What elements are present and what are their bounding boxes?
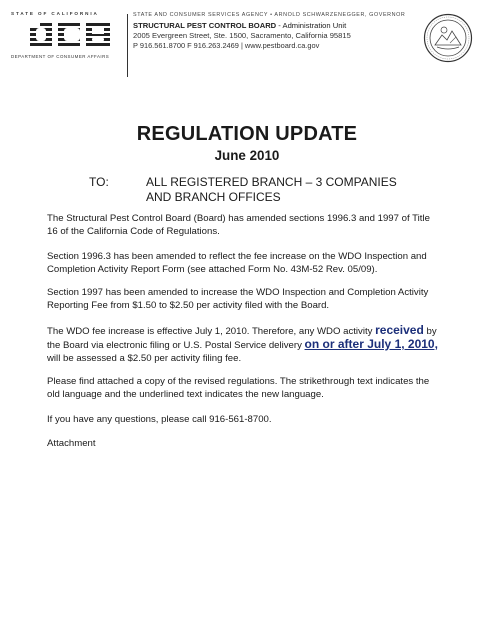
board-name: STRUCTURAL PEST CONTROL BOARD <box>133 21 277 30</box>
paragraph-line: Section 1997 has been amended to increase the WDO Inspection and Completion Activity <box>47 287 429 298</box>
paragraph-text: the Board via electronic filing or U.S. Postal Service delivery <box>47 340 305 351</box>
paragraph-line: will be assessed a $2.50 per activity filing fee. <box>47 353 242 364</box>
paragraph-attachment-note <box>47 375 487 401</box>
board-line <box>133 21 346 30</box>
paragraph-line: Please find attached a copy of the revised regulations. The strikethrough text indicates the <box>47 376 430 387</box>
emphasis-effective-date: on or after July 1, 2010, <box>304 337 438 351</box>
document-date: June 2010 <box>214 148 280 163</box>
attachment-label: Attachment <box>47 438 96 449</box>
state-name: STATE OF CALIFORNIA <box>11 11 99 16</box>
paragraph-line <box>47 338 487 352</box>
paragraph-line: Section 1996.3 has been amended to reflect the fee increase on the WDO Inspection and <box>47 251 427 262</box>
paragraph-text: by <box>423 326 437 337</box>
paragraph-line: old language and the underlined text indicates the new language. <box>47 389 324 400</box>
paragraph-effective-date <box>47 324 487 365</box>
paragraph-amendment <box>47 212 487 238</box>
contact-line: P 916.561.8700 F 916.263.2469 | www.pestboard.ca.gov <box>133 41 320 50</box>
paragraph-text: The WDO fee increase is effective July 1, 2010. Therefore, any WDO activity <box>47 326 376 337</box>
dca-logo <box>30 21 110 47</box>
to-label: TO: <box>89 175 109 189</box>
address-line: 2005 Evergreen Street, Ste. 1500, Sacramento, California 95815 <box>133 31 351 40</box>
paragraph-line: Completion Activity Report Form (see attached Form No. 43M-52 Rev. 05/09). <box>47 264 378 275</box>
unit-name: - Administration Unit <box>276 21 347 30</box>
paragraph-line: The Structural Pest Control Board (Board) has amended sections 1996.3 and 1997 of Title <box>47 213 430 224</box>
recipient-line-2: AND BRANCH OFFICES <box>146 190 281 204</box>
recipient-line-1: ALL REGISTERED BRANCH – 3 COMPANIES <box>146 175 397 189</box>
document-title: REGULATION UPDATE <box>136 123 358 145</box>
emphasis-received: received <box>375 323 424 337</box>
paragraph-line: Reporting Fee from $1.50 to $2.50 per activity filed with the Board. <box>47 300 330 311</box>
agency-line: STATE AND CONSUMER SERVICES AGENCY • ARNOLD SCHWARZENEGGER, GOVERNOR <box>133 12 406 18</box>
paragraph-line <box>47 324 487 338</box>
state-seal-icon <box>423 13 473 63</box>
letterhead-divider <box>127 14 128 77</box>
department-name: DEPARTMENT OF CONSUMER AFFAIRS <box>11 54 110 59</box>
paragraph-line: 16 of the California Code of Regulations. <box>47 226 220 237</box>
paragraph-contact: If you have any questions, please call 916-561-8700. <box>47 414 272 425</box>
paragraph-section-1996-3 <box>47 250 487 276</box>
paragraph-section-1997 <box>47 286 487 312</box>
